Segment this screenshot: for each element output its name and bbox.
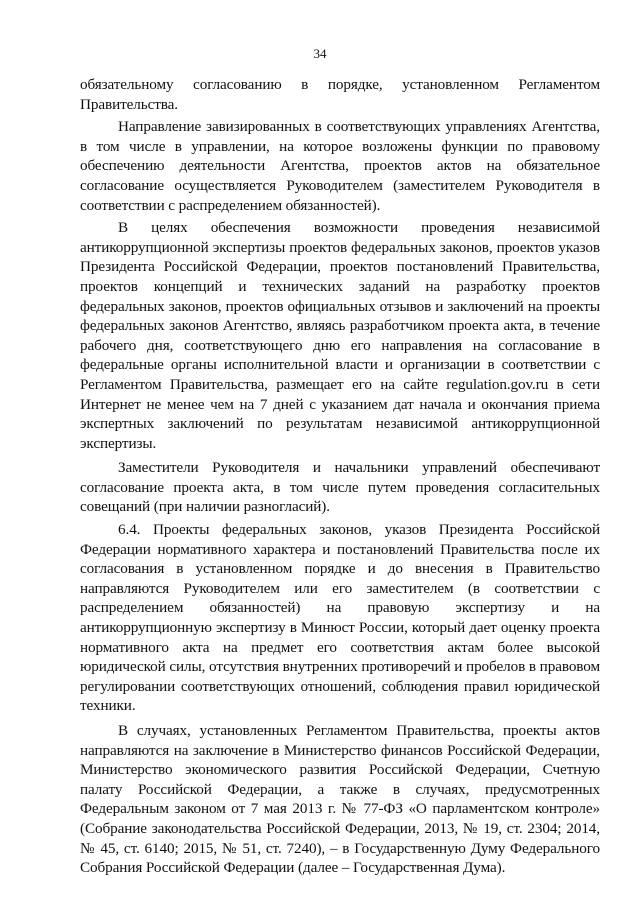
document-body bbox=[80, 75, 600, 878]
page-number: 34 bbox=[313, 46, 327, 61]
paragraph-2: Направление завизированных в соответствующих управлениях Агентства, в том числе в управлении, на которое возложены функции по правовому обеспечению деятельности Агентства, проектов актов на обязательное согласование осуществляется Руководителем (заместителем Руководителя в соответствии с распределением обязанностей). bbox=[80, 118, 600, 214]
paragraph-4: Заместители Руководителя и начальники управлений обеспечивают согласование проекта акта, в том числе путем проведения согласительных совещаний (при наличии разногласий). bbox=[80, 459, 600, 516]
paragraph-6: В случаях, установленных Регламентом Правительства, проекты актов направляются на заключение в Министерство финансов Российской Федерации, Министерство экономического развития Российской Федерации, Счетную палату Российской Федерации, а также в случаях, предусмотренных Федеральным законом от 7 мая 2013 г. № 77-ФЗ «О парламентском контроле» (Собрание законодательства Российской Федерации, 2013, № 19, ст. 2304; 2014, № 45, ст. 6140; 2015, № 51, ст. 7240), – в Государственную Думу Федерального Собрания Российской Федерации (далее – Государственная Дума). bbox=[80, 722, 600, 877]
paragraph-5: 6.4. Проекты федеральных законов, указов Президента Российской Федерации нормативного характера и постановлений Правительства после их согласования в установленном порядке и до внесения в Правительство направляются Руководителем или его заместителем (в соответствии с распределением обязанностей) на правовую экспертизу и на антикоррупционную экспертизу в Минюст России, который дает оценку проекта нормативного акта на предмет его соответствия актам более высокой юридической силы, отсутствия внутренних противоречий и пробелов в правовом регулировании соответствующих отношений, соблюдения правил юридической техники. bbox=[80, 521, 600, 715]
paragraph-3: В целях обеспечения возможности проведения независимой антикоррупционной экспертизы проектов федеральных законов, проектов указов Президента Российской Федерации, проектов постановлений Правительства, проектов концепций и технических заданий на разработку проектов федеральных законов, проектов официальных отзывов и заключений на проекты федеральных законов Агентство, являясь разработчиком проекта акта, в течение рабочего дня, соответствующего дню его направления на согласование в федеральные органы исполнительной власти и организации в соответствии с Регламентом Правительства, размещает его на сайте regulation.gov.ru в сети Интернет не менее чем на 7 дней с указанием дат начала и окончания приема экспертных заключений по результатам независимой антикоррупционной экспертизы. bbox=[80, 219, 600, 452]
paragraph-1: обязательному согласованию в порядке, установленном Регламентом Правительства. bbox=[80, 76, 600, 113]
